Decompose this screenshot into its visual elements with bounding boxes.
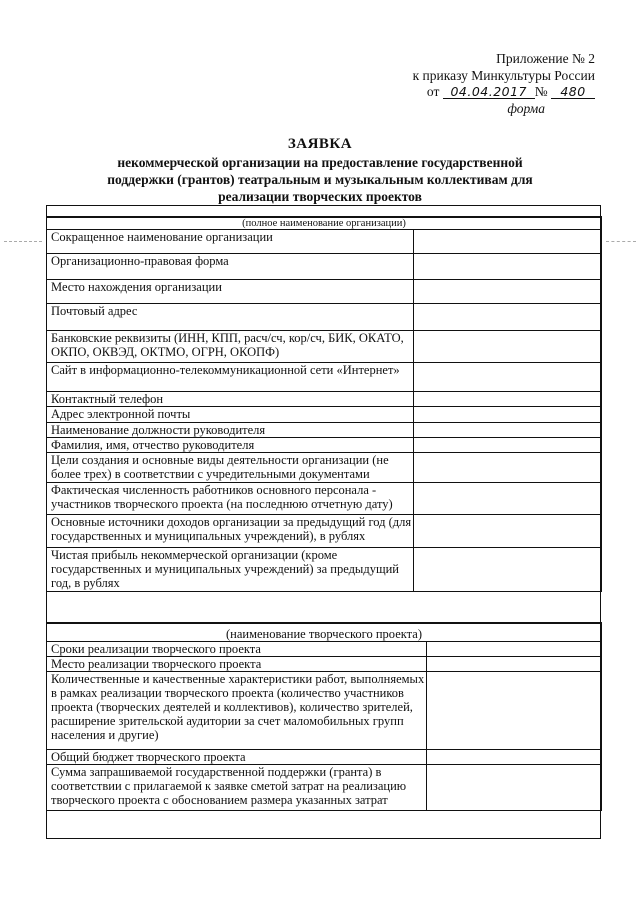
appendix-date-line [413, 84, 595, 101]
table-row [47, 515, 602, 548]
table-row [47, 423, 602, 438]
row-value[interactable] [414, 423, 602, 438]
row-label: Сайт в информационно-телекоммуникационной сети «Интернет» [47, 363, 414, 392]
row-value[interactable] [414, 230, 602, 254]
table-row [47, 671, 602, 749]
order-date: 04.04.2017 [443, 85, 535, 99]
row-value[interactable] [414, 407, 602, 423]
table-row [47, 407, 602, 423]
row-value[interactable] [414, 453, 602, 483]
title-subtitle: некоммерческой организации на предоставление государственной поддержки (грантов) театральным и музыкальным коллективам для реализации творческих проектов [107, 155, 533, 204]
row-value[interactable] [427, 641, 602, 656]
row-label: Фамилия, имя, отчество руководителя [47, 438, 414, 453]
row-value[interactable] [414, 548, 602, 592]
table-row [47, 764, 602, 810]
row-label: Фактическая численность работников основного персонала - участников творческого проекта (на последнюю отчетную дату) [47, 483, 414, 515]
form-label: форма [507, 100, 545, 116]
scan-margin-mark-right [606, 241, 636, 242]
row-label: Место реализации творческого проекта [47, 656, 427, 671]
row-value[interactable] [427, 749, 602, 764]
row-label: Сумма запрашиваемой государственной поддержки (гранта) в соответствии с прилагаемой к заявке сметой затрат на реализацию творческого проекта с обоснованием размера указанных затрат [47, 764, 427, 810]
table-row [47, 304, 602, 331]
table-row [47, 656, 602, 671]
table-row [47, 363, 602, 392]
row-label: Наименование должности руководителя [47, 423, 414, 438]
appendix-title: Приложение № 2 [496, 51, 595, 66]
table-row [47, 483, 602, 515]
table-row [47, 548, 602, 592]
row-label: Чистая прибыль некоммерческой организации (кроме государственных и муниципальных учреждений) за предыдущий год, в рублях [47, 548, 414, 592]
row-value[interactable] [414, 392, 602, 407]
row-value[interactable] [414, 304, 602, 331]
row-value[interactable] [414, 515, 602, 548]
organization-table [46, 216, 602, 592]
row-value[interactable] [427, 671, 602, 749]
row-label: Сроки реализации творческого проекта [47, 641, 427, 656]
project-table [46, 622, 602, 811]
table-row [47, 453, 602, 483]
table-row [47, 392, 602, 407]
row-value[interactable] [414, 438, 602, 453]
from-label: от [426, 84, 440, 99]
row-label: Сокращенное наименование организации [47, 230, 414, 254]
table-row [47, 254, 602, 280]
table-row [47, 280, 602, 304]
table-row [47, 438, 602, 453]
row-value[interactable] [414, 483, 602, 515]
row-label: Контактный телефон [47, 392, 414, 407]
table-row [47, 230, 602, 254]
row-label: Почтовый адрес [47, 304, 414, 331]
order-number: 480 [551, 85, 595, 99]
row-label: Общий бюджет творческого проекта [47, 749, 427, 764]
row-value[interactable] [414, 331, 602, 363]
table-row [47, 641, 602, 656]
row-value[interactable] [414, 280, 602, 304]
appendix-order: к приказу Минкультуры России [412, 67, 595, 83]
organization-name-caption: (полное наименование организации) [47, 217, 602, 230]
row-label: Банковские реквизиты (ИНН, КПП, расч/сч, кор/сч, БИК, ОКАТО, ОКПО, ОКВЭД, ОКТМО, ОГРН, ОКОПФ) [47, 331, 414, 363]
row-label: Цели создания и основные виды деятельности организации (не более трех) в соответствии с учредительными документами [47, 453, 414, 483]
row-value[interactable] [427, 764, 602, 810]
scan-margin-mark-left [4, 241, 42, 242]
project-name-caption: (наименование творческого проекта) [47, 623, 602, 641]
row-value[interactable] [414, 363, 602, 392]
row-value[interactable] [427, 656, 602, 671]
table-row [47, 331, 602, 363]
row-value[interactable] [414, 254, 602, 280]
title-heading: ЗАЯВКА [287, 136, 353, 152]
row-label: Количественные и качественные характеристики работ, выполняемых в рамках реализации творческого проекта (количество участников проекта (творческих деятелей и коллективов), количество зрителей, расширение зрительской аудитории за счет маломобильных групп населения и другие) [47, 671, 427, 749]
table-row [47, 749, 602, 764]
appendix-block [413, 51, 595, 117]
row-label: Адрес электронной почты [47, 407, 414, 423]
number-label: № [534, 84, 548, 99]
row-label: Основные источники доходов организации за предыдущий год (для государственных и муниципальных учреждений), в рублях [47, 515, 414, 548]
row-label: Место нахождения организации [47, 280, 414, 304]
row-label: Организационно-правовая форма [47, 254, 414, 280]
